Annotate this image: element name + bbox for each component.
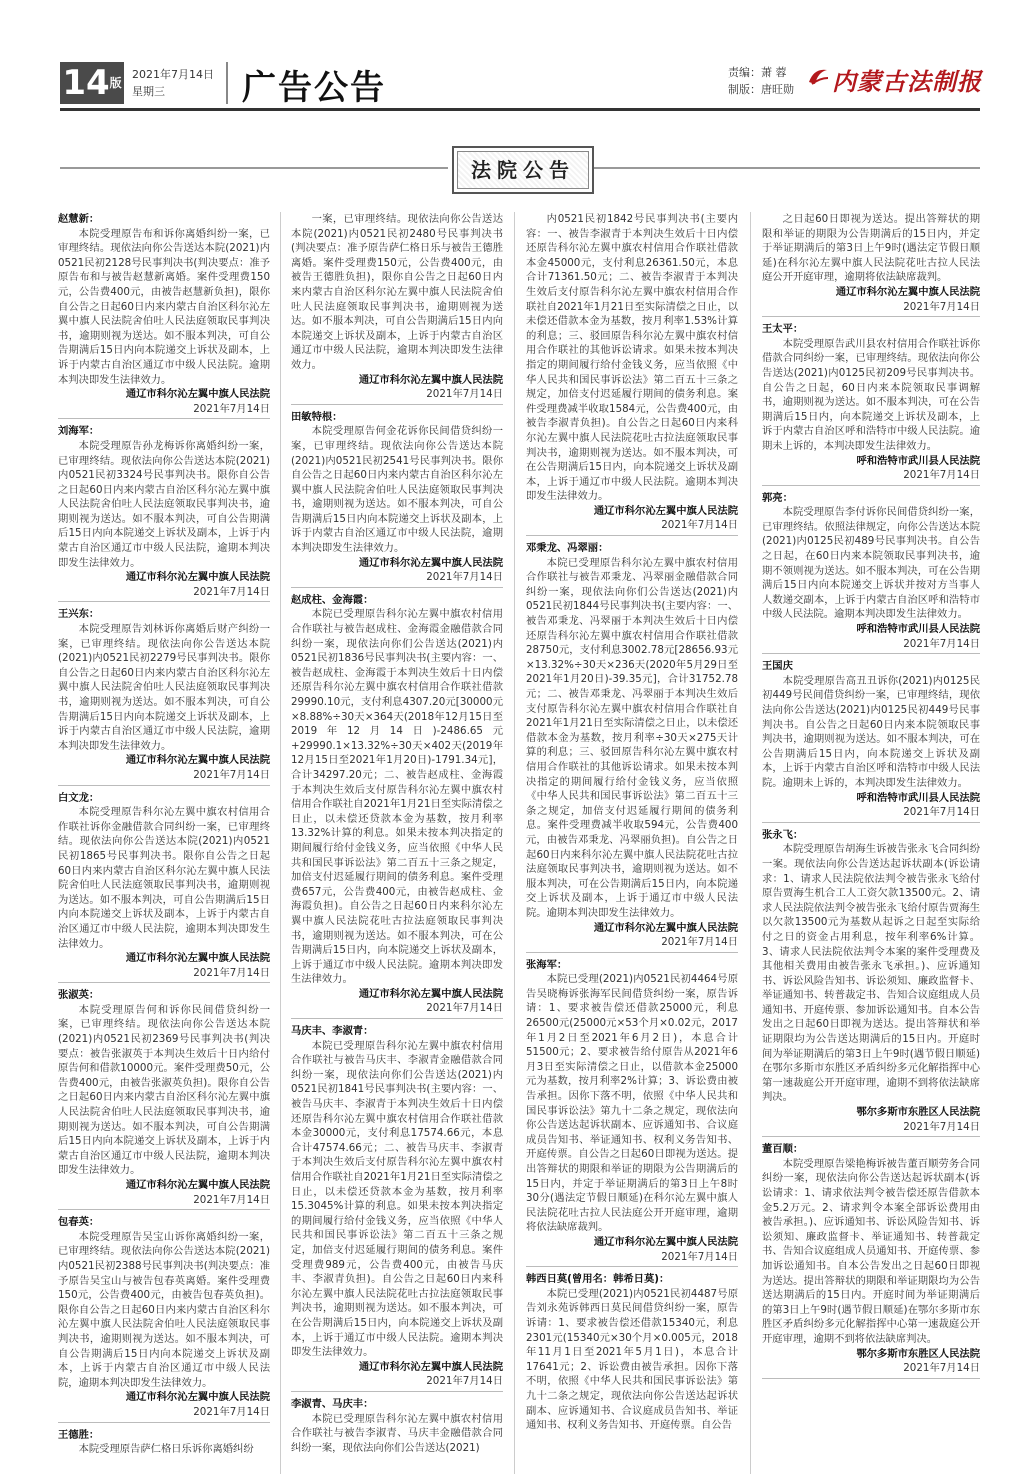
- notice-body: 本院受理原告孙龙梅诉你离婚纠纷一案，已审理终结。现依法向你公告送达本院(2021)内0521民初3324号民事判决书。限你自公告之日起60日内来内蒙古自治区科尔沁左翼中旗人民法院舍伯吐人民法庭领取民事判决书，逾期则视为送达。如不服本判决，可自公告期满后15日内向本院递交上诉状及副本，上诉于内蒙古自治区通辽市中级人民法院，逾期本判决即发生法律效力。: [58, 439, 270, 569]
- notice-court: 呼和浩特市武川县人民法院: [856, 623, 980, 636]
- notice-date: 2021年7月14日: [762, 637, 980, 655]
- notice-court: 通辽市科尔沁左翼中旗人民法院: [358, 1360, 503, 1373]
- notice-body: 一案，已审理终结。现依法向你公告送达本院(2021)内0521民初2480号民事判决书(判决要点：准予原告萨仁格日乐与被告王德胜离婚。案件受理费150元，公告费400元，由被告王德胜负担)，限你自公告之日起60日内来内蒙古自治区科尔沁左翼中旗人民法院舍伯吐人民法庭领取民事判决书，逾期则视为送达。如不服本判决，可自公告期满后15日内向本院递交上诉状及副本，上诉于内蒙古自治区通辽市中级人民法院，逾期本判决即发生法律效力。: [291, 213, 503, 371]
- notice-court: 呼和浩特市武川县人民法院: [856, 791, 980, 804]
- notice-court: 通辽市科尔沁左翼中旗人民法院: [125, 571, 270, 584]
- notice-body: 本院受理原告何金花诉你民间借贷纠纷一案，已审理终结。现依法向你公告送达本院(2021)内0521民初2541号民事判决书。限你自公告之日起60日内来内蒙古自治区科尔沁左翼中旗人民法院舍伯吐人民法庭领取民事判决书，逾期则视为送达。如不服本判决，可自公告期满后15日内向本院递交上诉状及副本，上诉于内蒙古自治区通辽市中级人民法院，逾期本判决即发生法律效力。: [291, 425, 503, 555]
- notice-addressee: 刘海军：: [58, 425, 100, 438]
- notice-body: 本院受理原告科尔沁左翼中旗农村信用合作联社诉你金融借款合同纠纷一案，已审理终结。现依法向你公告送达本院(2021)内0521民初1865号民事判决书。限你自公告之日起60日内来内蒙古自治区科尔沁左翼中旗人民法院舍伯吐人民法庭领取民事判决书，逾期则视为送达。如不服本判决，可自公告期满后15日内向本院递交上诉状及副本，上诉于内蒙古自治区通辽市中级人民法院，逾期本判决即发生法律效力。: [58, 806, 270, 950]
- notice-date: 2021年7月14日: [291, 1001, 503, 1019]
- notice-body: 本院受理原告布和诉你离婚纠纷一案，已审理终结。现依法向你公告送达本院(2021)内0521民初2128号民事判决书(判决要点：准予原告布和与被告赵慧新离婚。案件受理费150元，公告费400元，由被告赵慧新负担)，限你自公告之日起60日内来内蒙古自治区科尔沁左翼中旗人民法院舍伯吐人民法庭领取民事判决书，逾期则视为送达。如不服本判决，可自公告期满后15日内向本院递交上诉状及副本，上诉于内蒙古自治区通辽市中级人民法院。逾期本判决即发生法律效力。: [58, 227, 270, 386]
- section-banner: [452, 146, 594, 194]
- court-notice: [526, 958, 738, 1267]
- notice-date: 2021年7月14日: [762, 468, 980, 486]
- notice-body: 本院已受理原告科尔沁左翼中旗农村信用合作联社与被告马庆丰、李淑青金融借款合同纠纷一案，现依法向你们公告送达(2021)内0521民初1841号民事判决书(主要内容：一、被告马庆丰、李淑青于本判决生效后十日内偿还原告科尔沁左翼中旗农村信用合作联社借款本金30000元，支付利息17574.66元，本息合计47574.66元；二、被告马庆丰、李淑青于本判决生效后支付原告科尔沁左翼中旗农村信用合作联社自2021年1月21日至实际清偿之日止，以未偿还贷款本金为基数，按月利率15.3045%计算的利息。如果未按本判决指定的期间履行给付金钱义务，应当依照《中华人民共和国民事诉讼法》第二百五十三条之规定，加倍支付迟延履行期间的债务利息。案件受理费989元，公告费400元，由被告马庆丰、李淑青负担)。自公告之日起60日内来科尔沁左翼中旗人民法院花吐古拉法庭领取民事判决书，逾期则视为送达。如不服本判决，可在公告期满后15日内，向本院递交上诉状及副本，上诉于通辽市中级人民法院。逾期本判决即发生法律效力。: [291, 1039, 503, 1359]
- notice-body: 本院受理原告武川县农村信用合作联社诉你借款合同纠纷一案，已审理终结。现依法向你公告送达(2021)内0125民初209号民事判决书。自公告之日起，60日内来本院领取民事调解书，逾期则视为送达。如不服本判决，可在公告期满后15日内，向本院递交上诉状及副本，上诉于内蒙古自治区呼和浩特市中级人民法院。逾期未上诉的，本判决即发生法律效力。: [762, 337, 980, 452]
- column-4: [762, 212, 980, 1474]
- banner-title: 法院公告: [457, 151, 589, 189]
- notice-body: 本院受理原告吴宝山诉你离婚纠纷一案，已审理终结。现依法向你公告送达本院(2021)内0521民初2388号民事判决书(判决要点：准予原告吴宝山与被告包春英离婚。案件受理费150元，公告费400元，由被告包春英负担)。限你自公告之日起60日内来内蒙古自治区科尔沁左翼中旗人民法院舍伯吐人民法庭领取民事判决书，逾期则视为送达。如不服本判决，可自公告期满后15日内向本院递交上诉状及副本，上诉于内蒙古自治区通辽市中级人民法院，逾期本判决即发生法律效力。: [58, 1230, 270, 1389]
- notice-addressee: 董百顺：: [762, 1143, 804, 1156]
- notice-court: 通辽市科尔沁左翼中旗人民法院: [358, 373, 503, 386]
- court-notice: [526, 541, 738, 953]
- notice-body: 之日起60日即视为送达。提出答辩状的期限和举证的期限为公告期满后的15日内，并定于举证期满后的第3日上午9时(遇法定节假日顺延)在科尔沁左翼中旗人民法院花吐古拉人民法庭公开开庭审理，逾期将依法缺席裁判。: [762, 213, 980, 284]
- notice-date: 2021年7月14日: [762, 300, 980, 318]
- notice-body: 本院受理原告高丑丑诉你(2021)内0125民初449号民间借贷纠纷一案，已审理终结，现依法向你公告送达(2021)内0125民初449号民事判决书。自公告之日起60日内来本院领取民事判决书，逾期则视为送达。如不服本判决，可在公告期满后15日内，向本院递交上诉状及副本，上诉于内蒙古自治区呼和浩特市中级人民法院。逾期未上诉的，本判决即发生法律效力。: [762, 674, 980, 789]
- notice-date: 2021年7月14日: [762, 1120, 980, 1138]
- notice-addressee: 田敏特根：: [291, 410, 343, 423]
- notice-addressee: 郭亮：: [762, 491, 793, 504]
- notice-court: 呼和浩特市武川县人民法院: [856, 454, 980, 467]
- notice-date: 2021年7月14日: [291, 1374, 503, 1392]
- court-notice: [291, 410, 503, 588]
- court-notice: [58, 212, 270, 419]
- court-notice: [762, 491, 980, 655]
- notice-date: 2021年7月14日: [526, 518, 738, 536]
- editor-credit: 责编：萧 蓉: [728, 66, 787, 79]
- header-separator: [226, 62, 228, 104]
- court-notice: [762, 828, 980, 1137]
- court-notice: [762, 1142, 980, 1379]
- page-number: $14^版$: [60, 62, 124, 104]
- issue-weekday: 星期三: [132, 85, 165, 98]
- notice-addressee: 赵成柱、金海霞：: [291, 593, 374, 606]
- issue-date: 2021年7月14日: [132, 68, 214, 81]
- notice-body: 本院已受理(2021)内0521民初4464号原告吴晓梅诉张海军民间借贷纠纷一案，原告诉请：1、要求被告偿还借款25000元，利息26500元(25000元×53个月×0.02元，2017年1月2日至2021年6月2日)，本息合计51500元；2、要求被告给付原告从2021年6月3日至实际清偿之日止，以借款本金25000元为基数，按月利率2%计算；3、诉讼费由被告承担。因你下落不明，依照《中华人民共和国民事诉讼法》第九十二条之规定，现依法向你公告送达起诉状副本、应诉通知书、合议庭成员告知书、举证通知书、权利义务告知书、开庭传票。自公告之日起60日即视为送达。提出答辩状的期限和举证的期限为公告期满后的15日内，并定于举证期满后的第3日上午8时30分(遇法定节假日顺延)在科尔沁左翼中旗人民法院花吐古拉人民法庭公开开庭审理，逾期将依法缺席裁判。: [526, 973, 738, 1234]
- notice-date: 2021年7月14日: [58, 1405, 270, 1423]
- column-3: [526, 212, 738, 1474]
- notice-body: 本院已受理原告科尔沁左翼中旗农村信用合作联社与被告邓秉龙、冯翠丽金融借款合同纠纷一案，现依法向你们公告送达(2021)内0521民初1844号民事判决书(主要内容：一、被告邓秉龙、冯翠丽于本判决生效后十日内偿还原告科尔沁左翼中旗农村信用合作联社借款28750元，支付利息3002.78元[28656.93元×13.32%÷30天×236天(2020年5月29日至2021年1月20日)-39.35元]，合计31752.78元；二、被告邓秉龙、冯翠丽于本判决生效后支付原告科尔沁左翼中旗农村信用合作联社自2021年1月21日至实际清偿之日止，以未偿还借款本金为基数，按月利率÷30天×275天计算的利息；三、驳回原告科尔沁左翼中旗农村信用合作联社的其他诉讼请求。如果未按本判决指定的期间履行给付金钱义务，应当依照《中华人民共和国民事诉讼法》第二百五十三条之规定，加倍支付迟延履行期间的债务利息。案件受理费减半收取594元，公告费400元，由被告邓秉龙、冯翠丽负担)。自公告之日起60日内来科尔沁左翼中旗人民法院花吐古拉法庭领取民事判决书，逾期则视为送达。如不服本判决，可在公告期满后15日内，向本院递交上诉状及副本，上诉于通辽市中级人民法院。逾期本判决即发生法律效力。: [526, 556, 738, 919]
- notice-addressee: 赵慧新：: [58, 213, 100, 225]
- notice-court: 通辽市科尔沁左翼中旗人民法院: [593, 504, 738, 517]
- court-notice: [58, 1215, 270, 1422]
- court-notice: [291, 212, 503, 405]
- column-1: [58, 212, 270, 1474]
- editor-info: [728, 64, 794, 98]
- notice-body: 本院受理原告何和诉你民间借贷纠纷一案，已审理终结。现依法向你公告送达本院(2021)内0521民初2369号民事判决书(判决要点：被告张淑英于本判决生效后十日内给付原告何和借款10000元。案件受理费50元，公告费400元，由被告张淑英负担)。限你自公告之日起60日内来内蒙古自治区科尔沁左翼中旗人民法院舍伯吐人民法庭领取民事判决书，逾期则视为送达。如不服本判决，可自公告期满后15日内向本院递交上诉状及副本，上诉于内蒙古自治区通辽市中级人民法院，逾期本判决即发生法律效力。: [58, 1003, 270, 1177]
- header-rule: [60, 108, 980, 111]
- court-notice: [762, 322, 980, 486]
- notice-date: 2021年7月14日: [526, 935, 738, 953]
- court-notice: [291, 593, 503, 1019]
- notice-court: 通辽市科尔沁左翼中旗人民法院: [835, 285, 980, 298]
- notice-addressee: 王德胜：: [58, 1428, 100, 1441]
- court-notice: [58, 988, 270, 1210]
- notice-court: 鄂尔多斯市东胜区人民法院: [856, 1106, 980, 1119]
- notice-court: 通辽市科尔沁左翼中旗人民法院: [125, 388, 270, 401]
- notice-court: 通辽市科尔沁左翼中旗人民法院: [125, 1179, 270, 1191]
- notice-addressee: 王国庆: [762, 660, 793, 673]
- notices-area: [58, 212, 980, 1474]
- notice-court: 通辽市科尔沁左翼中旗人民法院: [593, 921, 738, 934]
- section-title: 广告公告: [242, 68, 386, 108]
- notice-body: 本院已受理原告科尔沁左翼中旗农村信用合作联社与被告赵成柱、金海霞金融借款合同纠纷一案，现依法向你们公告送达(2021)内0521民初1836号民事判决书(主要内容：一、被告赵成柱、金海霞于本判决生效后十日内偿还原告科尔沁左翼中旗农村信用合作联社借款29990.10元，支付利息4307.20元[30000元×8.88%÷30天×364天(2018年12月15日至2019年12月14日)-2486.65元+29990.1×13.32%÷30天×402天(2019年12月15日至2021年1月20日)-1791.34元]，合计34297.20元；二、被告赵成柱、金海霞于本判决生效后支付原告科尔沁左翼中旗农村信用合作联社自2021年1月21日至实际清偿之日止，以未偿还贷款本金为基数，按月利率13.32%计算的利息。如果未按本判决指定的期间履行给付金钱义务，应当依照《中华人民共和国民事诉讼法》第二百五十三条之规定，加倍支付迟延履行期间的债务利息。案件受理费657元，公告费400元，由被告赵成柱、金海霞负担)。自公告之日起60日内来科尔沁左翼中旗人民法院花吐古拉法庭领取民事判决书，逾期则视为送达。如不服本判决，可在公告期满后15日内，向本院递交上诉状及副本，上诉于通辽市中级人民法院。逾期本判决即发生法律效力。: [291, 608, 503, 986]
- notice-date: 2021年7月14日: [291, 387, 503, 405]
- notice-court: 通辽市科尔沁左翼中旗人民法院: [593, 1235, 738, 1248]
- notice-date: 2021年7月14日: [762, 805, 980, 823]
- notice-court: 通辽市科尔沁左翼中旗人民法院: [125, 1391, 270, 1404]
- notice-court: 通辽市科尔沁左翼中旗人民法院: [125, 754, 270, 767]
- notice-date: 2021年7月14日: [291, 570, 503, 588]
- court-notice: [762, 212, 980, 317]
- notice-body: 本院受理原告胡海生诉被告张永飞合同纠纷一案。现依法向你公告送达起诉状副本(诉讼请求：1、请求人民法院依法判令被告张永飞给付原告贾海生机合工人工资欠款13500元。2、请求人民法院依法判令被告张永飞给付原告贾海生以欠款13500元为基数从起诉之日起至实际给付之日的资金占用利息，按年利率6%计算。3、请求人民法院依法判令本案的案件受理费及其他相关费用由被告张永飞承担。)、应诉通知书、诉讼风险告知书、诉讼须知、廉政监督卡、举证通知书、转普裁定书、告知合议庭组成人员通知书、开庭传票、参加诉讼通知书。自本公告发出之日起60日即视为送达。提出答辩状和举证期限均为公告送达期满后的15日内。开庭时间为举证期满后的第3日上午9时(遇节假日顺延)在鄂尔多斯市东胜区矛盾纠纷多元化解指挥中心第一速裁庭公开开庭审理，逾期不到将依法缺席判决。: [762, 843, 980, 1104]
- newspaper-name: 内蒙古法制报: [832, 67, 982, 96]
- court-notice: [58, 424, 270, 602]
- notice-date: 2021年7月14日: [58, 1193, 270, 1211]
- notice-date: 2021年7月14日: [526, 1250, 738, 1268]
- court-notice: [291, 1397, 503, 1455]
- notice-court: 通辽市科尔沁左翼中旗人民法院: [125, 952, 270, 965]
- notice-date: 2021年7月14日: [762, 1361, 980, 1379]
- notice-addressee: 王太平：: [762, 323, 804, 336]
- court-notice: [526, 212, 738, 536]
- producer-credit: 制版：唐旺勋: [728, 83, 794, 96]
- notice-addressee: 白文龙：: [58, 791, 100, 804]
- notice-date: 2021年7月14日: [58, 585, 270, 603]
- notice-body: 本院已受理(2021)内0521民初4487号原告刘永苑诉韩西日莫民间借贷纠纷一案，原告诉请：1、要求被告偿还借款15340元，利息2301元(15340元×30个月×0.005元，2018年11月1日至2021年5月1日)，本息合计17641元；2、诉讼费由被告承担。因你下落不明，依照《中华人民共和国民事诉讼法》第九十二条之规定，现依法向你公告送达起诉状副本、应诉通知书、合议庭成员告知书、举证通知书、权利义务告知书、开庭传票。自公告: [526, 1287, 738, 1432]
- notice-body: 本院受理原告梁艳梅诉被告董百顺劳务合同纠纷一案，现依法向你公告送达起诉状副本(诉讼请求：1、请求依法判令被告偿还原告借款本金5.2万元。2、请求判令本案全部诉讼费用由被告承担。)、应诉通知书、诉讼风险告知书、诉讼须知、廉政监督卡、举证通知书、转普裁定书、告知合议庭组成人员通知书、开庭传票、参加诉讼通知书。自本公告发出之日起60日即视为送达。提出答辩状的期限和举证期限均为公告送达期满后的15日内。开庭时间为举证期满后的第3日上午9时(遇节假日顺延)在鄂尔多斯市东胜区矛盾纠纷多元化解指挥中心第一速裁庭公开开庭审理，逾期不到将依法缺席判决。: [762, 1157, 980, 1345]
- notice-addressee: 韩西日莫(曾用名：韩希日莫)：: [526, 1273, 670, 1286]
- page-header: [0, 0, 1024, 120]
- notice-addressee: 马庆丰、李淑青：: [291, 1025, 374, 1038]
- notice-addressee: 邓秉龙、冯翠丽：: [526, 542, 609, 555]
- notice-addressee: 王兴东：: [58, 608, 100, 621]
- notice-court: 通辽市科尔沁左翼中旗人民法院: [358, 556, 503, 569]
- notice-court: 通辽市科尔沁左翼中旗人民法院: [358, 987, 503, 1000]
- court-notice: [58, 1428, 270, 1457]
- notice-addressee: 张海军：: [526, 958, 568, 971]
- notice-body: 本院已受理原告科尔沁左翼中旗农村信用合作联社与被告李淑青、马庆丰金融借款合同纠纷一案，现依法向你们公告送达(2021): [291, 1412, 503, 1454]
- issue-date-block: [132, 66, 214, 100]
- column-2: [291, 212, 503, 1474]
- court-notice: [762, 659, 980, 823]
- notice-addressee: 李淑青、马庆丰：: [291, 1397, 374, 1410]
- notice-addressee: 张淑英：: [58, 989, 100, 1002]
- court-notice: [58, 791, 270, 984]
- court-notice: [526, 1272, 738, 1433]
- notice-addressee: 张永飞：: [762, 828, 804, 841]
- court-notice: [58, 607, 270, 785]
- banner-left-line: [60, 167, 448, 169]
- notice-date: 2021年7月14日: [58, 402, 270, 420]
- notice-date: 2021年7月14日: [58, 966, 270, 984]
- notice-body: 本院受理原告李付诉你民间借贷纠纷一案，已审理终结。依照法律规定，向你公告送达本院(2021)内0125民初489号民事判决书。自公告之日起，在60日内来本院领取民事判决书，逾期不领则视为送达。如不服本判决，可在公告期满后15日内向本院递交上诉状并按对方当事人人数递交副本，上诉于内蒙古自治区呼和浩特市中级人民法院。逾期本判决即发生法律效力。: [762, 506, 980, 621]
- notice-body: 本院受理原告刘林诉你离婚后财产纠纷一案，已审理终结。现依法向你公告送达本院(2021)内0521民初2279号民事判决书。限你自公告之日起60日内来内蒙古自治区科尔沁左翼中旗人民法院舍伯吐人民法庭领取民事判决书，逾期则视为送达。如不服本判决，可自公告期满后15日内向本院递交上诉状及副本，上诉于内蒙古自治区通辽市中级人民法院，逾期本判决即发生法律效力。: [58, 623, 270, 752]
- notice-date: 2021年7月14日: [58, 768, 270, 786]
- newspaper-logo-icon: [806, 64, 830, 88]
- notice-court: 鄂尔多斯市东胜区人民法院: [856, 1347, 980, 1360]
- banner-right-line: [594, 167, 980, 169]
- notice-addressee: 包春英：: [58, 1216, 100, 1229]
- notice-body: 本院受理原告萨仁格日乐诉你离婚纠纷: [78, 1443, 254, 1456]
- notice-body: 内0521民初1842号民事判决书(主要内容：一、被告李淑青于本判决生效后十日内偿还原告科尔沁左翼中旗农村信用合作联社借款本金45000元，支付利息26361.50元，本息合计71361.50元；二、被告李淑青于本判决生效后支付原告科尔沁左翼中旗农村信用合作联社自2021年1月21日至实际清偿之日止，以未偿还借款本金为基数，按月利率1.53%计算的利息；三、驳回原告科尔沁左翼中旗农村信用合作联社的其他诉讼请求。如果未按本判决指定的期间履行给付金钱义务，应当依照《中华人民共和国民事诉讼法》第二百五十三条之规定，加倍支付迟延履行期间的债务利息。案件受理费减半收取1584元，公告费400元，由被告李淑青负担)。自公告之日起60日内来科尔沁左翼中旗人民法院花吐古拉法庭领取民事判决书，逾期则视为送达。如不服本判决，可在公告期满后15日内，向本院递交上诉状及副本，上诉于通辽市中级人民法院。逾期本判决即发生法律效力。: [526, 213, 738, 503]
- court-notice: [291, 1024, 503, 1392]
